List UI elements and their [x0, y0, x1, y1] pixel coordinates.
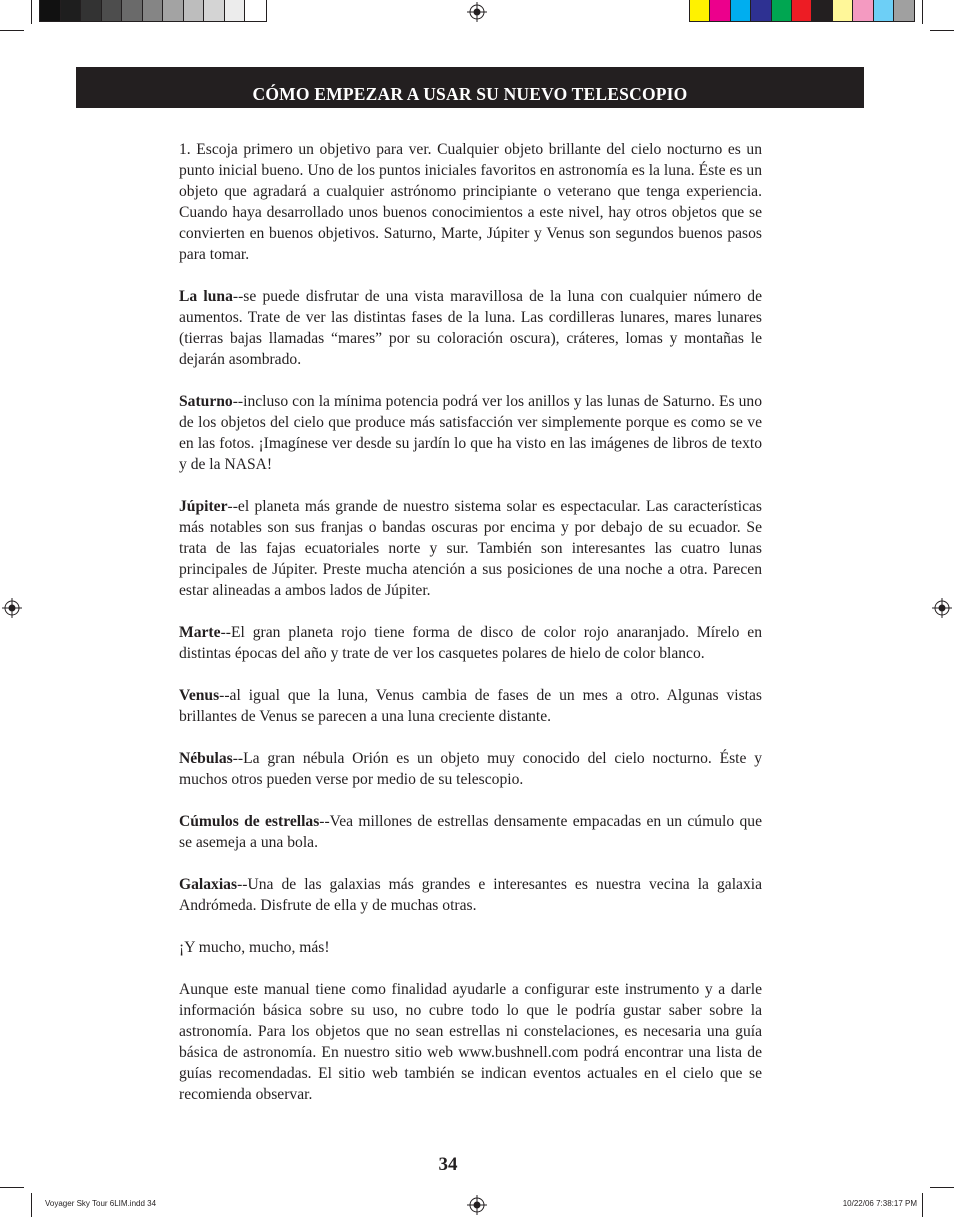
section-term: Saturno: [179, 393, 233, 410]
section-text: --incluso con la mínima potencia podrá ver los anillos y las lunas de Saturno. Es uno de los objetos del cielo que produce más satisfacción ver simplemente porque es como se ve en las fotos. ¡Imagínese ver desde su jardín lo que ha visto en las imágenes de libros de texto y de la NASA!: [179, 393, 762, 473]
light-yellow-swatch: [833, 0, 853, 21]
magenta-swatch: [710, 0, 730, 21]
grayscale-calibration-bar: [39, 0, 267, 22]
gray-swatch: [184, 0, 205, 21]
section-paragraph: [179, 622, 762, 664]
section-text: --al igual que la luna, Venus cambia de fases de un mes a otro. Algunas vistas brillantes de Venus se parecen a una luna creciente distante.: [179, 687, 762, 725]
crop-mark: [0, 30, 24, 31]
section-term: Júpiter: [179, 498, 228, 515]
section-text: --El gran planeta rojo tiene forma de disco de color rojo anaranjado. Mírelo en distintas épocas del año y trate de ver los casquetes polares de hielo de color blanco.: [179, 624, 762, 662]
section-paragraph: [179, 748, 762, 790]
crop-mark: [922, 1193, 923, 1217]
intro-paragraph: 1. Escoja primero un objetivo para ver. Cualquier objeto brillante del cielo nocturno es un punto inicial bueno. Uno de los puntos iniciales favoritos en astronomía es la luna. Éste es un objeto que agradará a cualquier astrónomo principiante o veterano que tenga experiencia. Cuando haya desarrollado unos buenos conocimientos a este nivel, hay otros objetos que se convierten en buenos objetivos. Saturno, Marte, Júpiter y Venus son segundos buenos pasos para tomar.: [179, 141, 762, 263]
gray-swatch: [61, 0, 82, 21]
gray-swatch: [225, 0, 246, 21]
section-paragraph: [179, 874, 762, 916]
section-header-band: [76, 67, 864, 108]
gray-swatch: [102, 0, 123, 21]
gray-swatch: [894, 0, 914, 21]
section-term: Nébulas: [179, 750, 233, 767]
crop-mark: [922, 0, 923, 24]
gray-swatch: [245, 0, 266, 21]
gray-swatch: [122, 0, 143, 21]
body-text: [179, 139, 762, 1105]
section-paragraph: [179, 391, 762, 475]
section-paragraph: [179, 286, 762, 370]
yellow-swatch: [690, 0, 710, 21]
section-term: Cúmulos de estrellas: [179, 813, 320, 830]
crop-mark: [31, 1193, 32, 1217]
section-term: Marte: [179, 624, 221, 641]
crop-mark: [0, 1187, 24, 1188]
section-term: Venus: [179, 687, 220, 704]
gray-swatch: [143, 0, 164, 21]
blue-swatch: [751, 0, 771, 21]
exclaim-paragraph: ¡Y mucho, mucho, más!: [179, 939, 330, 956]
pink-swatch: [853, 0, 873, 21]
section-paragraph: [179, 496, 762, 601]
registration-mark-icon: [467, 2, 487, 22]
closing-paragraph: Aunque este manual tiene como finalidad ayudarle a configurar este instrumento y a darle información básica sobre su uso, no cubre todo lo que le podría gustar saber sobre la astronomía. Para los objetos que no sean estrellas ni constelaciones, es necesaria una guía básica de astronomía. En nuestro sitio web www.bushnell.com podrá encontrar una lista de guías recomendadas. El sitio web también se indican eventos actuales en el cielo que se recomienda observar.: [179, 981, 762, 1103]
timestamp-slug: 10/22/06 7:38:17 PM: [842, 1199, 917, 1208]
section-text: --se puede disfrutar de una vista maravillosa de la luna con cualquier número de aumentos. Trate de ver las distintas fases de la luna. Las cordilleras lunares, mares lunares (tierras bajas llamadas “mares” por su coloración oscura), cráteres, lomas y montañas le dejarán asombrado.: [179, 288, 762, 368]
section-term: La luna: [179, 288, 233, 305]
registration-mark-icon: [2, 598, 22, 618]
gray-swatch: [204, 0, 225, 21]
registration-mark-icon: [467, 1195, 487, 1215]
process-color-bar: [689, 0, 915, 22]
section-text: --Vea millones de estrellas densamente empacadas en un cúmulo que se asemeja a una bola.: [179, 813, 762, 851]
section-paragraph: [179, 685, 762, 727]
section-text: --La gran nébula Orión es un objeto muy conocido del cielo nocturno. Éste y muchos otros pueden verse por medio de su telescopio.: [179, 750, 762, 788]
crop-mark: [930, 30, 954, 31]
crop-mark: [31, 0, 32, 24]
section-term: Galaxias: [179, 876, 238, 893]
crop-mark: [930, 1187, 954, 1188]
red-swatch: [792, 0, 812, 21]
light-cyan-swatch: [874, 0, 894, 21]
gray-swatch: [81, 0, 102, 21]
registration-mark-icon: [932, 598, 952, 618]
black-swatch: [812, 0, 832, 21]
section-text: --el planeta más grande de nuestro sistema solar es espectacular. Las características más notables son sus franjas o bandas oscuras por encima y por debajo de su ecuador. Se trata de las fajas ecuatoriales norte y sur. También son interesantes las cuatro lunas principales de Júpiter. Preste mucha atención a sus posiciones de una noche a otra. Parecen estar alineadas a ambos lados de Júpiter.: [179, 498, 762, 599]
green-swatch: [772, 0, 792, 21]
section-paragraph: [179, 811, 762, 853]
gray-swatch: [40, 0, 61, 21]
file-slug: Voyager Sky Tour 6LIM.indd 34: [45, 1199, 157, 1208]
section-text: --Una de las galaxias más grandes e interesantes es nuestra vecina la galaxia Andrómeda. Disfrute de ella y de muchas otras.: [179, 876, 762, 914]
cyan-swatch: [731, 0, 751, 21]
gray-swatch: [163, 0, 184, 21]
page-title: CÓMO EMPEZAR A USAR SU NUEVO TELESCOPIO: [252, 84, 688, 104]
page-number: 34: [438, 1154, 458, 1175]
